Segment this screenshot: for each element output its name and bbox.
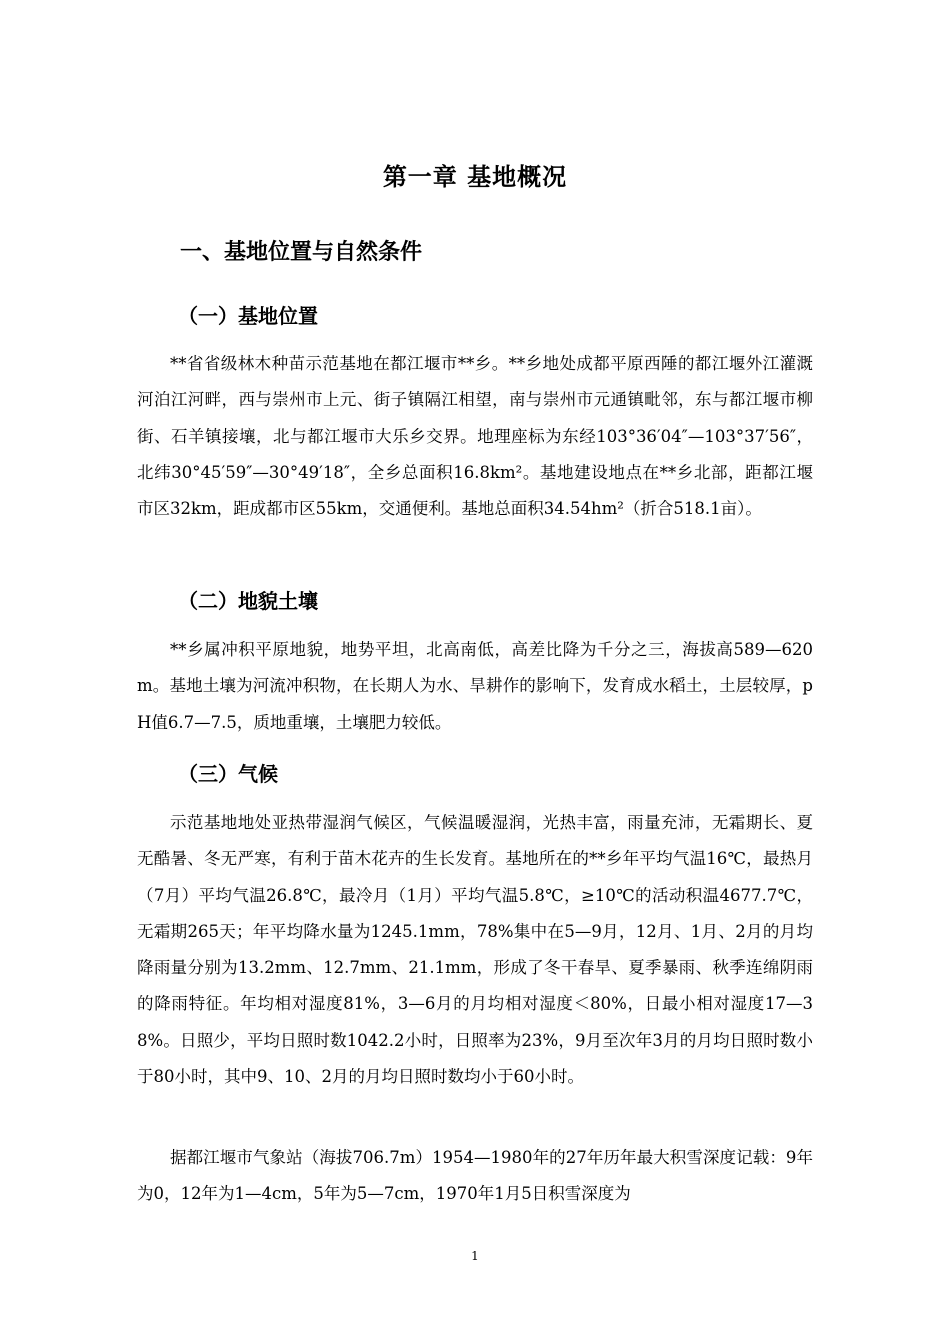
chapter-title: 第一章 基地概况: [382, 163, 568, 191]
subsection-title-climate: （三）气候: [178, 762, 278, 786]
paragraph-climate: 示范基地地处亚热带湿润气候区，气候温暖湿润，光热丰富，雨量充沛，无霜期长、夏无酷暑、冬无严寒，有利于苗木花卉的生长发育。基地所在的**乡年平均气温16℃，最热月（7月）平均气温26.8℃，最冷月（1月）平均气温5.8℃，≥10℃的活动积温4677.7℃，无霜期265天；年平均降水量为1245.1mm，78%集中在5—9月，12月、1月、2月的月均降雨量分别为13.2mm、12.7mm、21.1mm，形成了冬干春旱、夏季暴雨、秋季连绵阴雨的降雨特征。年均相对湿度81%，3—6月的月均相对湿度＜80%，日最小相对湿度17—38%。日照少，平均日照时数1042.2小时，日照率为23%，9月至次年3月的月均日照时数小于80小时，其中9、10、2月的月均日照时数均小于60小时。: [137, 813, 813, 1087]
subsection-title-landform-soil: （二）地貌土壤: [178, 589, 318, 613]
subsection-title-location: （一）基地位置: [178, 304, 318, 328]
section-title: 一、基地位置与自然条件: [180, 240, 423, 265]
paragraph-landform-soil: **乡属冲积平原地貌，地势平坦，北高南低，高差比降为千分之三，海拔高589—620m。基地土壤为河流冲积物，在长期人为水、旱耕作的影响下，发育成水稻土，土层较厚，pH值6.7—7.5，质地重壤，土壤肥力较低。: [137, 640, 813, 732]
paragraph-snow-record: 据都江堰市气象站（海拔706.7m）1954—1980年的27年历年最大积雪深度记载：9年为0，12年为1—4cm，5年为5—7cm，1970年1月5日积雪深度为: [137, 1148, 813, 1204]
page-number: 1: [471, 1249, 479, 1263]
paragraph-location: **省省级林木种苗示范基地在都江堰市**乡。**乡地处成都平原西陲的都江堰外江灌溉河泊江河畔，西与崇州市上元、街子镇隔江相望，南与崇州市元通镇毗邻，东与都江堰市柳街、石羊镇接壤，北与都江堰市大乐乡交界。地理座标为东经103°36′04″—103°37′56″，北纬30°45′59″—30°49′18″，全乡总面积16.8km²。基地建设地点在**乡北部，距都江堰市区32km，距成都市区55km，交通便利。基地总面积34.54hm²（折合518.1亩）。: [137, 354, 813, 519]
